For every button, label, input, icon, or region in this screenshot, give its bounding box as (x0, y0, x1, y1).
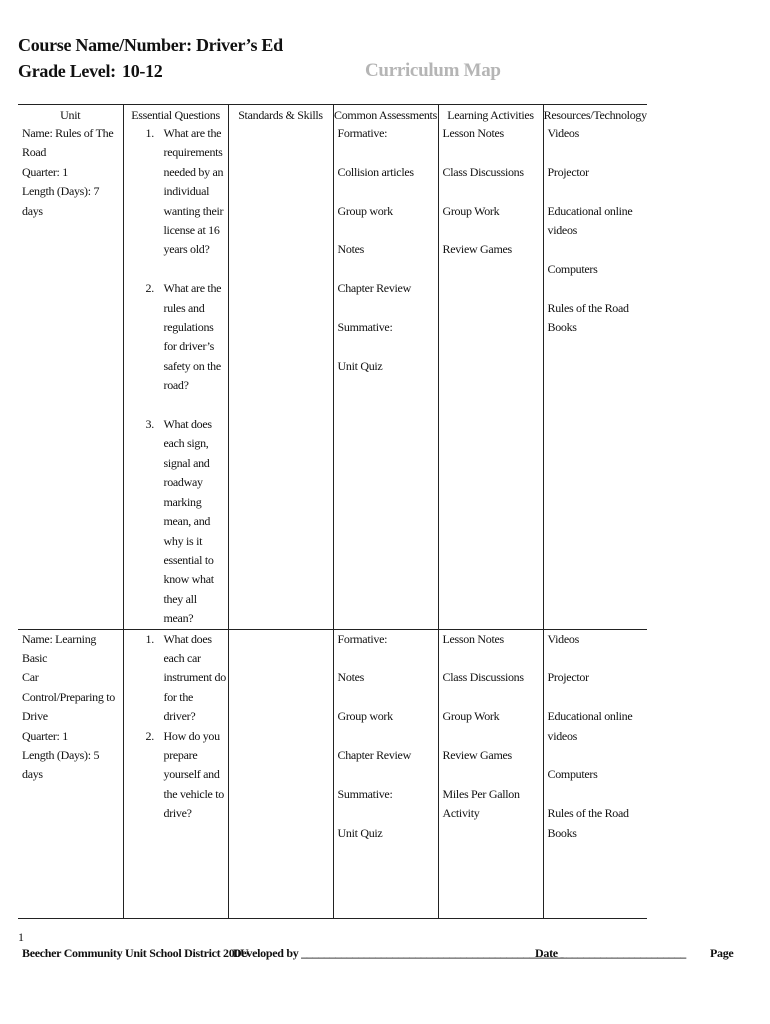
resource-item-continued: videos (547, 728, 578, 743)
resource-item-continued: Books (547, 825, 577, 840)
header-learning-activities: Learning Activities (438, 105, 543, 125)
assessment-item: Summative: (337, 319, 393, 334)
activity-item: Lesson Notes (442, 631, 504, 646)
questions-cell (123, 629, 228, 918)
table-row (18, 124, 647, 629)
date-field: Date ______________________ (535, 946, 686, 960)
activities-cell (438, 629, 543, 918)
question-number: 3. (145, 417, 154, 432)
activity-item: Group Work (442, 203, 500, 218)
unit-cell (18, 124, 123, 629)
unit-line: Control/Preparing to (22, 689, 115, 704)
assessments-cell (333, 124, 438, 629)
table-header-row (18, 105, 647, 125)
header-standards-skills: Standards & Skills (228, 105, 333, 125)
standards-cell (228, 629, 333, 918)
activity-item: Class Discussions (442, 164, 524, 179)
resource-item: Educational online (547, 203, 633, 218)
question-item (128, 630, 228, 727)
resources-cell (543, 124, 647, 629)
question-item (128, 415, 228, 628)
resource-item: Videos (547, 126, 579, 140)
question-item (128, 279, 228, 395)
questions-cell (123, 124, 228, 629)
resource-item: Projector (547, 670, 589, 685)
question-number: 2. (145, 281, 154, 296)
standards-cell (228, 124, 333, 629)
unit-line: Road (22, 145, 47, 160)
activity-item: Class Discussions (442, 670, 524, 685)
assessment-item: Unit Quiz (337, 825, 383, 840)
unit-line: Name: Rules of The (22, 126, 114, 140)
question-text: How do you prepare yourself and the vehicle to drive? (163, 728, 224, 821)
unit-cell (18, 629, 123, 918)
question-list (128, 630, 228, 824)
unit-line: Quarter: 1 (22, 164, 68, 179)
question-list (128, 124, 228, 629)
assessment-item: Chapter Review (337, 281, 411, 296)
resource-item-continued: Books (547, 320, 577, 334)
activity-item: Lesson Notes (442, 126, 504, 140)
assessment-item: Collision articles (337, 164, 414, 179)
question-number: 1. (145, 631, 154, 646)
unit-line: Car (22, 670, 39, 685)
resource-item-continued: videos (547, 223, 578, 237)
table-row (18, 629, 647, 918)
resource-item: Computers (547, 767, 598, 782)
curriculum-map-table (18, 104, 647, 919)
assessment-item: Notes (337, 670, 364, 685)
resource-item: Educational online (547, 709, 633, 724)
assessments-cell (333, 629, 438, 918)
assessment-item: Formative: (337, 126, 388, 140)
resource-item: Rules of the Road (547, 806, 629, 821)
unit-line: Quarter: 1 (22, 728, 68, 743)
assessment-item: Summative: (337, 786, 393, 801)
grade-label: Grade Level: (18, 61, 116, 81)
course-name: Course Name/Number: Driver’s Ed (18, 35, 283, 55)
document-header (18, 32, 738, 84)
unit-line: Length (Days): 5 days (22, 747, 100, 782)
assessment-item: Group work (337, 709, 393, 724)
activity-item: Review Games (442, 242, 512, 257)
question-text: What are the rules and regulations for driver’s safety on the road? (163, 281, 222, 393)
header-common-assessments: Common Assessments (333, 105, 438, 125)
assessment-item: Chapter Review (337, 747, 411, 762)
question-text: What are the requirements needed by an individual wanting their license at 16 years old? (163, 126, 224, 257)
question-text: What does each sign, signal and roadway marking mean, and why is it essential to know what they all mean? (163, 417, 214, 626)
unit-line: Name: Learning Basic (22, 631, 97, 665)
question-number: 2. (145, 728, 154, 743)
question-number: 1. (145, 126, 154, 140)
activity-item: Group Work (442, 709, 500, 724)
district-name: Beecher Community Unit School District 200U (22, 946, 249, 960)
grade-value: 10-12 (122, 61, 163, 81)
unit-line: Drive (22, 709, 48, 724)
activity-item: Miles Per Gallon (442, 786, 520, 801)
page-number: 1 (18, 930, 24, 944)
resource-item: Projector (547, 164, 589, 179)
assessment-item: Notes (337, 242, 364, 257)
activity-item-continued: Activity (442, 806, 480, 821)
activities-cell (438, 124, 543, 629)
question-item (128, 727, 228, 824)
header-unit: Unit (18, 105, 123, 125)
page-label: Page (710, 946, 734, 960)
unit-line: Length (Days): 7 days (22, 184, 100, 218)
assessment-item: Group work (337, 203, 393, 218)
resources-cell (543, 629, 647, 918)
question-text: What does each car instrument do for the driver? (163, 631, 226, 724)
resource-item: Videos (547, 631, 579, 646)
developed-by-field: Developed by ______________________________________________ (233, 946, 564, 960)
resource-item: Rules of the Road (547, 300, 629, 315)
activity-item: Review Games (442, 747, 512, 762)
grade-level-line (18, 58, 738, 84)
page-title: Curriculum Map (365, 60, 501, 81)
assessment-item: Unit Quiz (337, 358, 383, 373)
header-resources-technology: Resources/Technology (543, 105, 647, 125)
header-essential-questions: Essential Questions (123, 105, 228, 125)
question-item (128, 124, 228, 260)
resource-item: Computers (547, 261, 598, 276)
assessment-item: Formative: (337, 631, 388, 646)
